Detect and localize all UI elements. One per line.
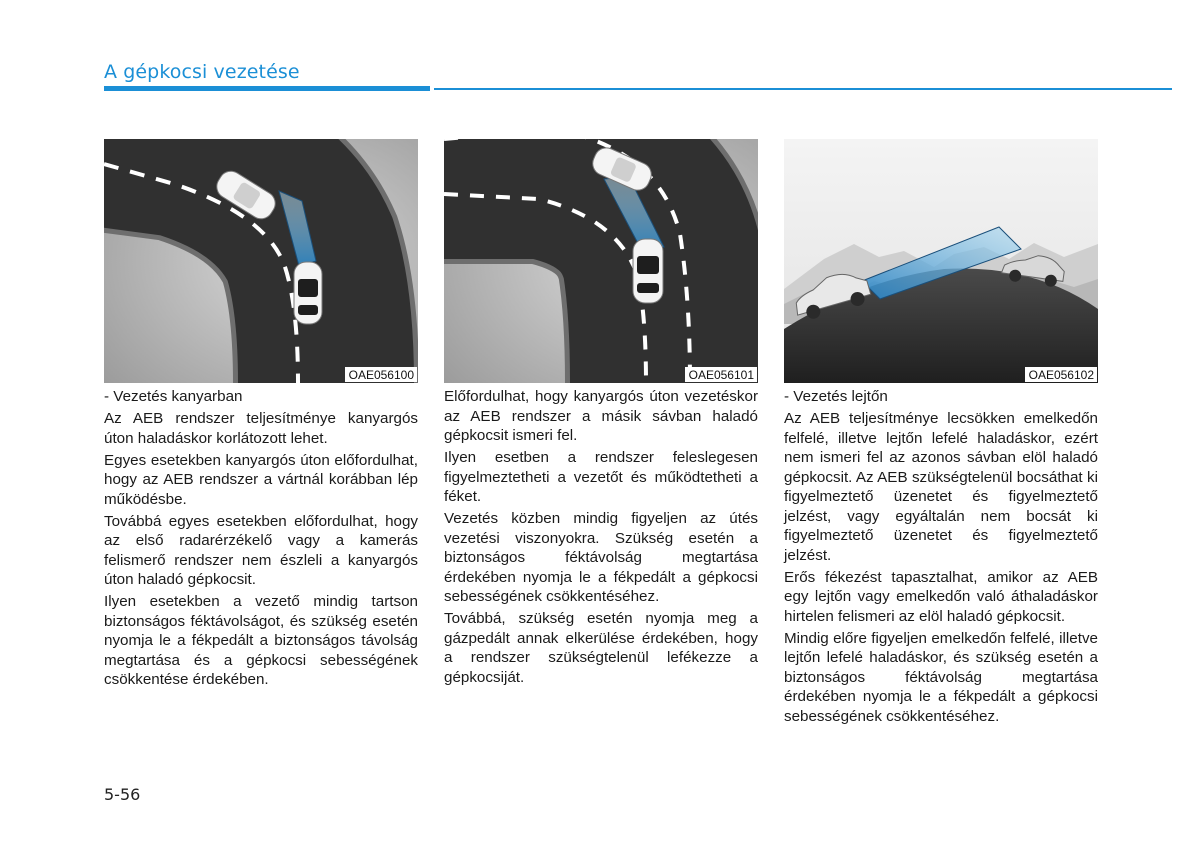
paragraph: Egyes esetekben kanyargós úton előfordulhat, hogy az AEB rendszer a vártnál korábban lép működésbe. [104, 451, 418, 508]
figure-curve-same-lane [104, 139, 418, 383]
column-curve [104, 139, 418, 692]
paragraph: Előfordulhat, hogy kanyargós úton vezetéskor az AEB rendszer a másik sávban haladó gépkocsit ismeri fel. [444, 388, 758, 444]
header-rule-thick [104, 86, 430, 91]
header-rule-thin [434, 88, 1172, 90]
column-text [104, 387, 418, 690]
paragraph: Ilyen esetekben a vezető mindig tartson biztonságos féktávolságot, és szükség esetén nyomja le a fékpedált a biztonságos távolság megtartása és a gépkocsi sebességének csökkentése érdekében. [104, 593, 418, 688]
slope-road-illustration [784, 139, 1098, 383]
paragraph: Vezetés közben mindig figyeljen az útés vezetési viszonyokra. Szükség esetén a biztonságos féktávolság megtartása érdekében nyomja le a fékpedált a gépkocsi sebességének csökkentéséhez. [444, 510, 758, 605]
figure-code: OAE056101 [685, 367, 757, 382]
paragraph: Az AEB teljesítménye lecsökken emelkedőn felfelé, illetve lejtőn lefelé haladáskor, ezért nem ismeri fel az azonos sávban elöl haladó gépkocsit. Az AEB szükségtelenül bocsáthat ki figyelmeztető üzenetet és figyelmeztető jelzést, vagy egyáltalán nem bocsát ki figyelmeztető üzenetet és figyelmeztető jelzést. [784, 410, 1098, 564]
paragraph: Továbbá, szükség esetén nyomja meg a gázpedált annak elkerülése érdekében, hogy a rendszer szükségtelenül lefékezze a gépkocsiját. [444, 610, 758, 686]
paragraph: Mindig előre figyeljen emelkedőn felfelé, illetve lejtőn lefelé haladáskor, és szükség esetén a biztonságos féktávolság megtartása érdekében nyomja le a fékpedált a gépkocsi sebességének csökkentéséhez. [784, 629, 1098, 725]
paragraph: Ilyen esetben a rendszer feleslegesen figyelmeztetheti a vezetőt és működtetheti a féket. [444, 449, 758, 505]
list-item-heading: - Vezetés lejtőn [784, 388, 888, 405]
paragraph: Továbbá egyes esetekben előfordulhat, hogy az első radarérzékelő vagy a kamerás felismerő rendszer nem észleli a kanyargós úton haladó gépkocsit. [104, 512, 418, 588]
figure-code: OAE056102 [1025, 367, 1097, 382]
column-slope [784, 139, 1098, 729]
page-number: 5-56 [104, 785, 141, 804]
column-text [444, 387, 758, 687]
column-text [784, 387, 1098, 726]
column-other-lane [444, 139, 758, 690]
curve-two-lane-illustration [444, 139, 758, 383]
figure-slope [784, 139, 1098, 383]
section-title: A gépkocsi vezetése [104, 61, 300, 83]
curve-road-illustration [104, 139, 418, 383]
figure-curve-other-lane [444, 139, 758, 383]
figure-code: OAE056100 [345, 367, 417, 382]
paragraph: Az AEB rendszer teljesítménye kanyargós úton haladáskor korlátozott lehet. [104, 410, 418, 447]
list-item-heading: - Vezetés kanyarban [104, 388, 243, 405]
paragraph: Erős fékezést tapasztalhat, amikor az AEB egy lejtőn vagy emelkedőn való áthaladáskor hirtelen felismeri az elöl haladó gépkocsit. [784, 568, 1098, 625]
